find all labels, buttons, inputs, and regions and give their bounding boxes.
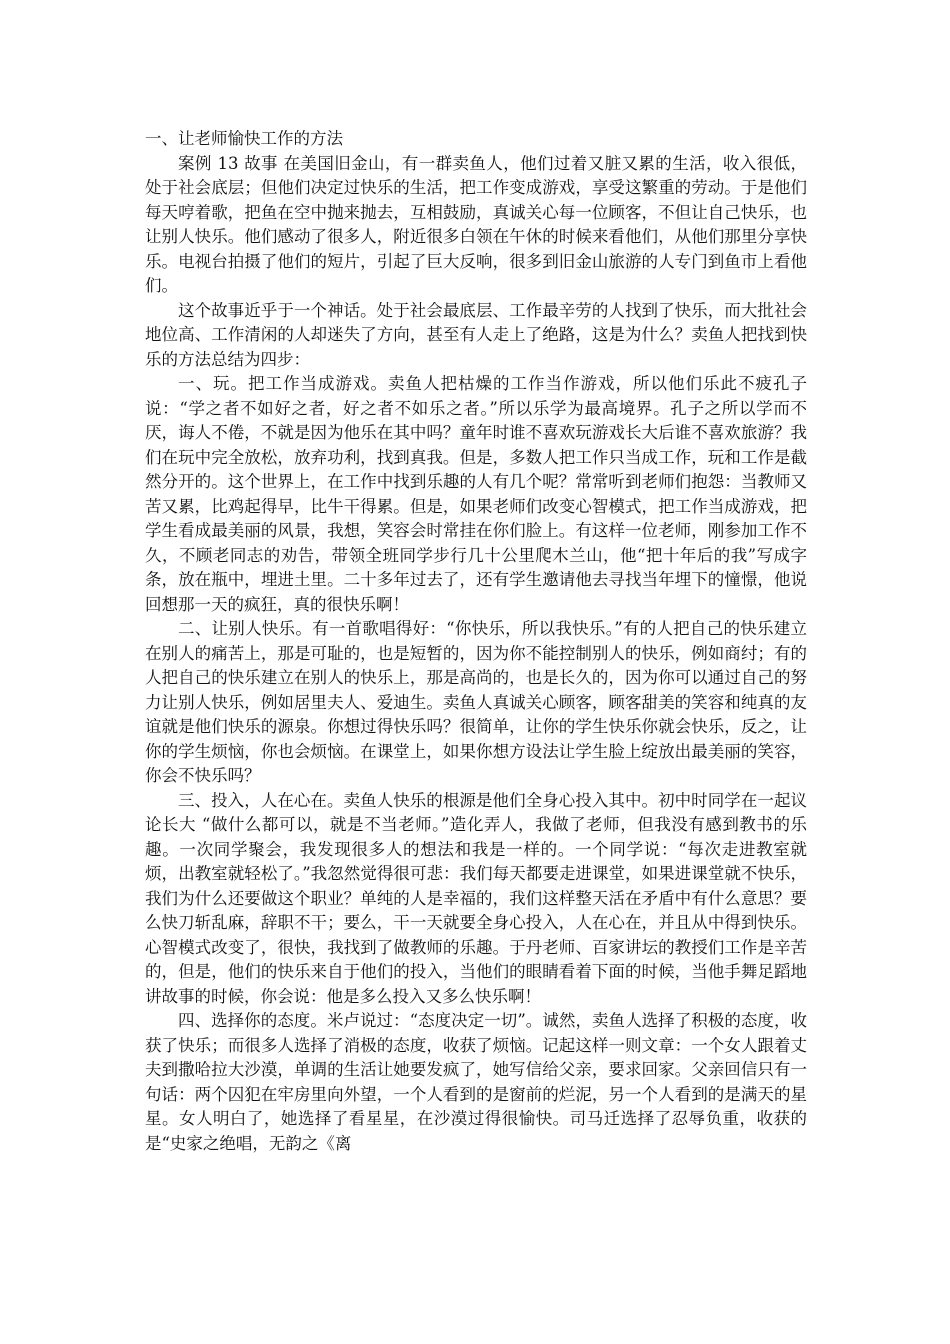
paragraph-story-comment: 这个故事近乎于一个神话。处于社会最底层、工作最辛劳的人找到了快乐，而大批社会地位高、工作清闲的人却迷失了方向，甚至有人走上了绝路，这是为什么？卖鱼人把找到快乐的方法总结为四步：: [145, 300, 807, 369]
section-heading: 一、让老师愉快工作的方法: [145, 129, 343, 148]
paragraph-step-play: 一、玩。把工作当成游戏。卖鱼人把枯燥的工作当作游戏，所以他们乐此不疲孔子说：“学之者不如好之者，好之者不如乐之者。”所以乐学为最高境界。孔子之所以学而不厌，诲人不倦，不就是因为他乐在其中吗？童年时谁不喜欢玩游戏长大后谁不喜欢旅游？我们在玩中完全放松，放弃功利，找到真我。但是，多数人把工作只当成工作，玩和工作是截然分开的。这个世界上，在工作中找到乐趣的人有几个呢？常常听到老师们抱怨：当教师又苦又累，比鸡起得早，比牛干得累。但是，如果老师们改变心智模式，把工作当成游戏，把学生看成最美丽的风景，我想，笑容会时常挂在你们脸上。有这样一位老师，刚参加工作不久，不顾老同志的劝告，带领全班同学步行几十公里爬木兰山，他“把十年后的我”写成字条，放在瓶中，埋进土里。二十多年过去了，还有学生邀请他去寻找当年埋下的憧憬，他说回想那一天的疯狂，真的很快乐啊！: [145, 374, 807, 614]
paragraph-step-be-present: 三、投入，人在心在。卖鱼人快乐的根源是他们全身心投入其中。初中时同学在一起议论长大 “做什么都可以，就是不当老师。”造化弄人，我做了老师，但我没有感到教书的乐趣。一次同学聚会，我发现很多人的想法和我是一样的。一个同学说：“每次走进教室就烦，出教室就轻松了。”我忽然觉得很可悲：我们每天都要走进课堂，如果进课堂就不快乐，我们为什么还要做这个职业？单纯的人是幸福的，我们这样整天活在矛盾中有什么意思？要么快刀斩乱麻，辞职不干；要么，干一天就要全身心投入，人在心在，并且从中得到快乐。心智模式改变了，很快，我找到了做教师的乐趣。于丹老师、百家讲坛的教授们工作是辛苦的，但是，他们的快乐来自于他们的投入，当他们的眼睛看着下面的时候，当他手舞足蹈地讲故事的时候，你会说：他是多么投入又多么快乐啊！: [145, 790, 807, 1006]
paragraph-case-story: 案例 13 故事 在美国旧金山，有一群卖鱼人，他们过着又脏又累的生活，收入很低，处于社会底层；但他们决定过快乐的生活，把工作变成游戏，享受这繁重的劳动。于是他们每天哼着歌，把鱼在空中抛来抛去，互相鼓励，真诚关心每一位顾客，不但让自己快乐，也让别人快乐。他们感动了很多人，附近很多白领在午休的时候来看他们，从他们那里分享快乐。电视台拍摄了他们的短片，引起了巨大反响，很多到旧金山旅游的人专门到鱼市上看他们。: [145, 153, 807, 295]
paragraph-step-make-others-happy: 二、让别人快乐。有一首歌唱得好：“你快乐，所以我快乐。”有的人把自己的快乐建立在别人的痛苦上，那是可耻的，也是短暂的，因为你不能控制别人的快乐，例如商纣；有的人把自己的快乐建立在别人的快乐上，那是高尚的，也是长久的，因为你可以通过自己的努力让别人快乐，例如居里夫人、爱迪生。卖鱼人真诚关心顾客，顾客甜美的笑容和纯真的友谊就是他们快乐的源泉。你想过得快乐吗？很简单，让你的学生快乐你就会快乐，反之，让你的学生烦恼，你也会烦恼。在课堂上，如果你想方设法让学生脸上绽放出最美丽的笑容，你会不快乐吗？: [145, 619, 807, 785]
paragraph-step-choose-attitude: 四、选择你的态度。米卢说过：“态度决定一切”。诚然，卖鱼人选择了积极的态度，收获了快乐；而很多人选择了消极的态度，收获了烦恼。记起这样一则文章：一个女人跟着丈夫到撒哈拉大沙漠，单调的生活让她要发疯了，她写信给父亲，要求回家。父亲回信只有一句话：两个囚犯在牢房里向外望，一个人看到的是窗前的烂泥，另一个人看到的是满天的星星。女人明白了，她选择了看星星，在沙漠过得很愉快。司马迁选择了忍辱负重，收获的是“史家之绝唱，无韵之《离: [145, 1011, 807, 1153]
document-body: [145, 127, 807, 1156]
